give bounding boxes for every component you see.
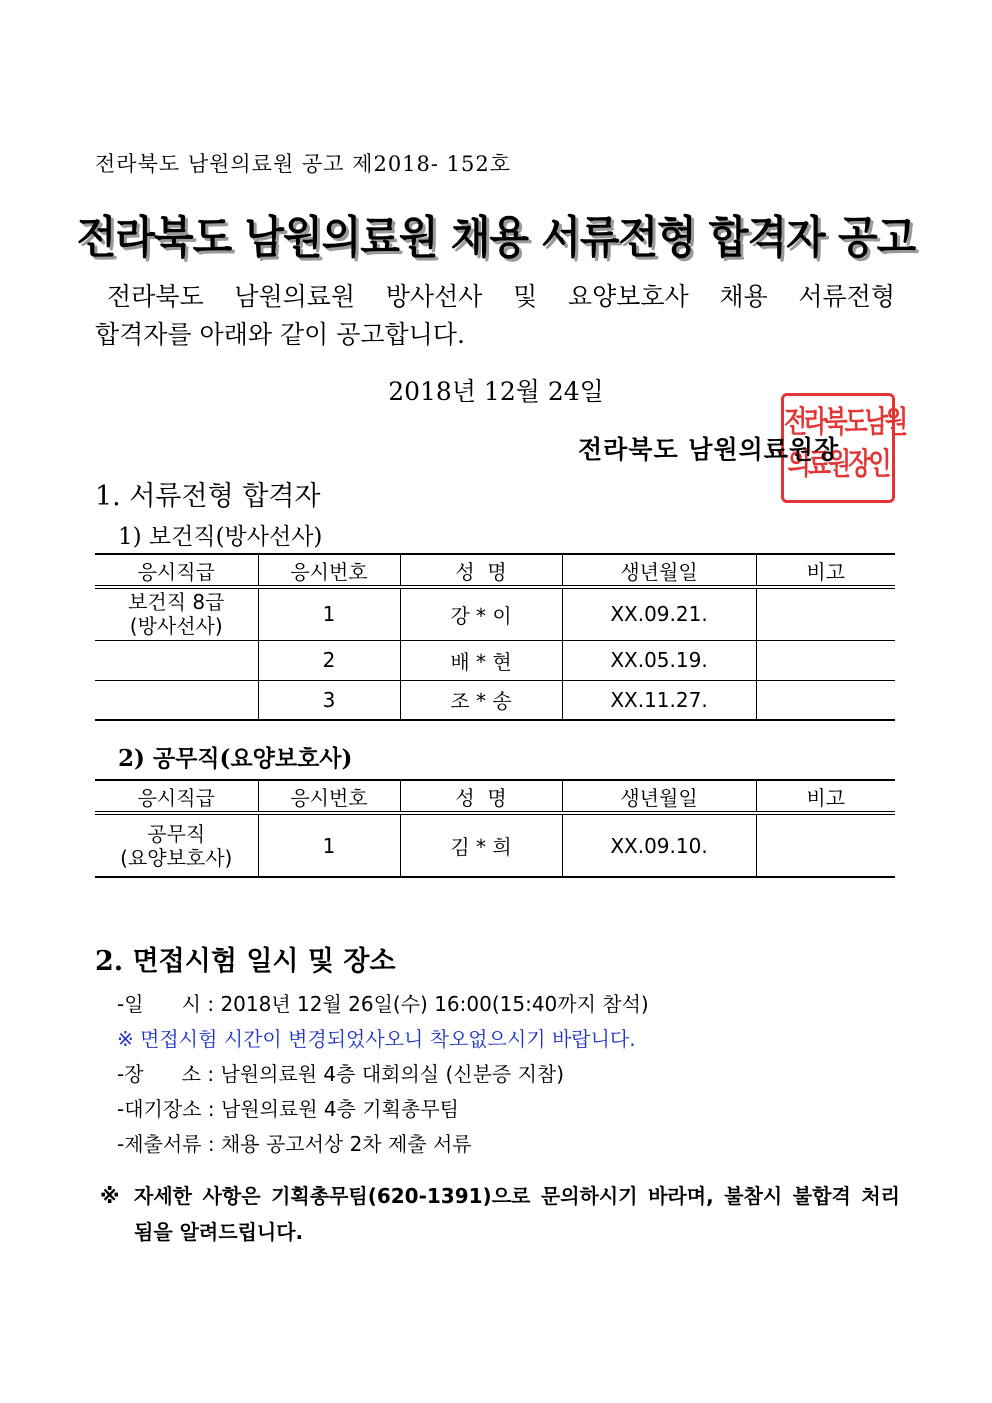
birth-cell: XX.11.27. (562, 680, 756, 720)
number-cell: 3 (258, 680, 400, 720)
table-row (95, 640, 895, 680)
table-radiologist (95, 553, 895, 721)
section2-heading: 2. 면접시험 일시 및 장소 (95, 946, 396, 977)
section1-heading: 1. 서류전형 합격자 (95, 481, 321, 512)
grade-line-2: (요양보호사) (120, 845, 233, 870)
waiting-place: -대기장소 : 남원의료원 4층 기획총무팀 (117, 1097, 459, 1121)
note-cell (756, 680, 895, 720)
notice-number: 전라북도 남원의료원 공고 제2018- 152호 (95, 152, 512, 176)
note-cell (756, 813, 895, 877)
table-row (95, 813, 895, 877)
group2-subheading: 2) 공무직(요양보호사) (118, 745, 353, 772)
documents-to-submit: -제출서류 : 채용 공고서상 2차 제출 서류 (117, 1132, 472, 1156)
col-header-grade: 응시직급 (95, 780, 258, 813)
note-cell (756, 587, 895, 640)
note-cell (756, 640, 895, 680)
notice-date: 2018년 12월 24일 (388, 377, 604, 406)
grade-line-1: 공무직 (147, 821, 206, 846)
col-header-grade: 응시직급 (95, 554, 258, 587)
table-caregiver (95, 779, 895, 878)
final-note (100, 1178, 900, 1250)
birth-cell: XX.05.19. (562, 640, 756, 680)
col-header-number: 응시번호 (258, 554, 400, 587)
group1-subheading: 1) 보건직(방사선사) (118, 524, 323, 550)
seal-line-2: 의료원장인 (787, 446, 889, 482)
name-cell: 배 * 현 (400, 640, 562, 680)
name-cell: 조 * 송 (400, 680, 562, 720)
signer: 전라북도 남원의료원장 (578, 435, 840, 464)
interview-datetime: -일 시 : 2018년 12월 26일(수) 16:00(15:40까지 참석) (117, 992, 649, 1016)
col-header-note: 비고 (756, 780, 895, 813)
page-title: 전라북도 남원의료원 채용 서류전형 합격자 공고 (76, 211, 916, 264)
table-row (95, 587, 895, 640)
intro-line-2: 합격자를 아래와 같이 공고합니다. (95, 320, 465, 349)
grade-cell (95, 587, 258, 640)
reference-mark: ※ (100, 1184, 120, 1208)
name-cell: 김 * 희 (400, 813, 562, 877)
intro-paragraph (95, 278, 895, 354)
grade-line-2: (방사선사) (129, 614, 223, 639)
grade-line-1: 보건직 8급 (128, 590, 225, 615)
number-cell: 1 (258, 813, 400, 877)
intro-line-1: 전라북도 남원의료원 방사선사 및 요양보호사 채용 서류전형 (107, 282, 895, 311)
col-header-name: 성 명 (400, 780, 562, 813)
number-cell: 1 (258, 587, 400, 640)
col-header-name: 성 명 (400, 554, 562, 587)
table-row (95, 680, 895, 720)
interview-place: -장 소 : 남원의료원 4층 대회의실 (신분증 지참) (117, 1062, 565, 1086)
seal-line-1: 전라북도남원 (784, 404, 906, 440)
table-header-row (95, 554, 895, 587)
col-header-note: 비고 (756, 554, 895, 587)
col-header-birth: 생년월일 (562, 554, 756, 587)
col-header-birth: 생년월일 (562, 780, 756, 813)
birth-cell: XX.09.21. (562, 587, 756, 640)
grade-cell (95, 640, 258, 680)
final-note-text: 자세한 사항은 기획총무팀(620-1391)으로 문의하시기 바라며, 불참시 불합격 처리 됨을 알려드립니다. (134, 1184, 900, 1244)
table-header-row (95, 780, 895, 813)
birth-cell: XX.09.10. (562, 813, 756, 877)
name-cell: 강 * 이 (400, 587, 562, 640)
col-header-number: 응시번호 (258, 780, 400, 813)
time-change-notice: ※ 면접시험 시간이 변경되었사오니 착오없으시기 바랍니다. (117, 1027, 636, 1051)
number-cell: 2 (258, 640, 400, 680)
grade-cell (95, 813, 258, 877)
grade-cell (95, 680, 258, 720)
